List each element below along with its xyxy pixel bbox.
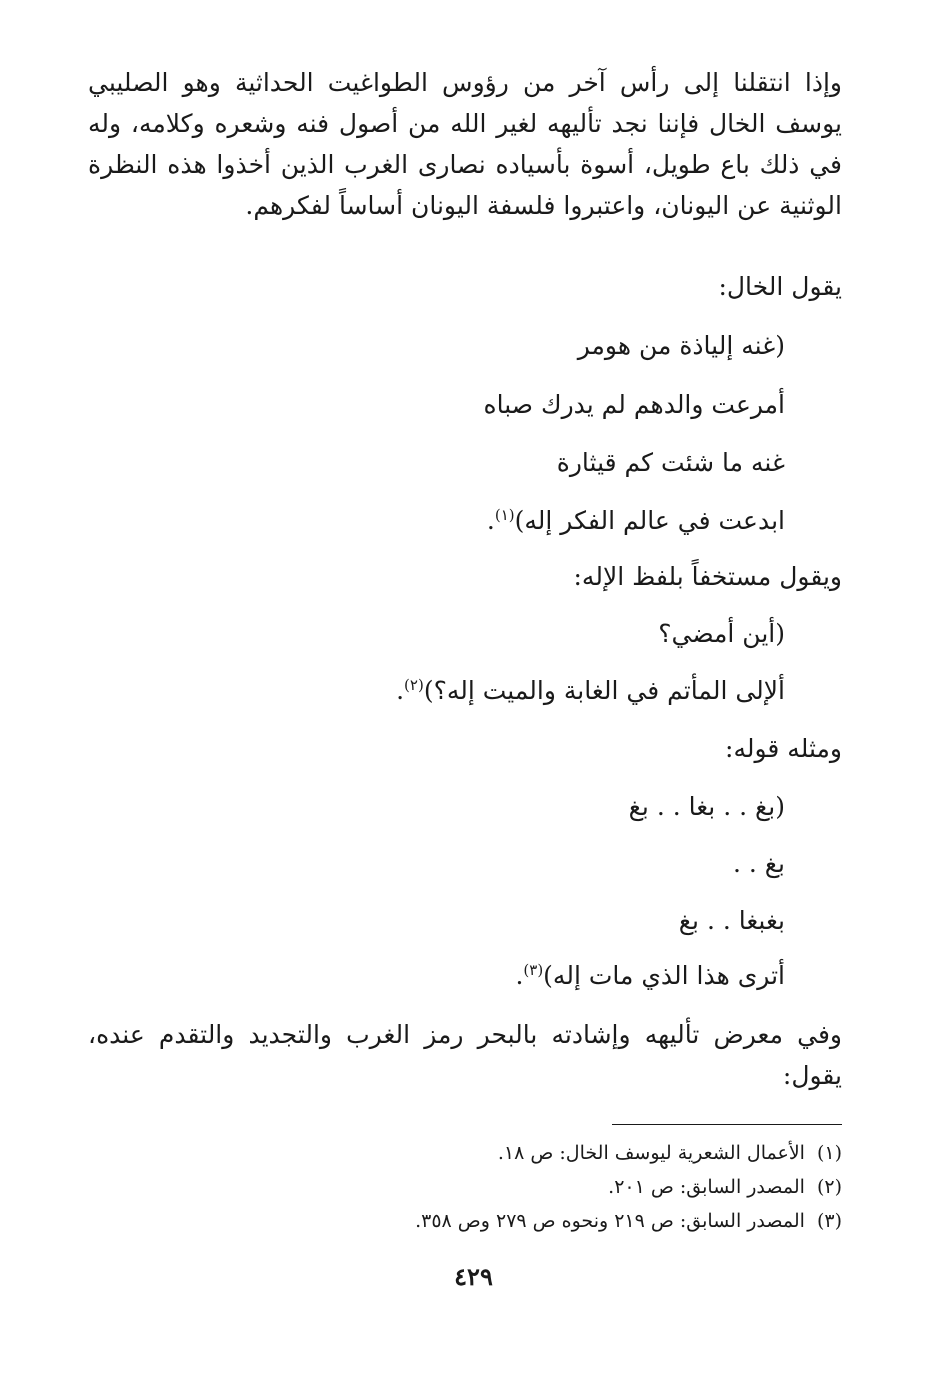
poem-2-line-1: (أين أمضي؟ [658,619,785,648]
poem-3-end-mark: . [515,961,524,990]
poem-3-line-4-text: أترى هذا الذي مات إله) [543,961,785,990]
intro-line-2: ويقول مستخفاً بلفظ الإله: [573,562,842,591]
footnote-3 [415,1206,842,1236]
footnote-ref-3: (٣) [523,961,544,979]
footnote-2 [608,1172,842,1202]
footnote-3-number: (٣) [816,1210,842,1232]
footnote-1 [498,1138,842,1168]
poem-1-line-1: (غنه إلياذة من هومر [577,331,785,360]
poem-3-line-4 [515,955,785,996]
footnote-ref-1: (١) [494,506,515,524]
poem-1-line-4-text: ابدعت في عالم الفكر إله) [514,506,785,535]
opening-paragraph: وإذا انتقلنا إلى رأس آخر من رؤوس الطواغيت الحداثية وهو الصليبي يوسف الخال فإننا نجد تأليهه لغير الله من أصول فنه وشعره وكلامه، وله في ذلك باع طويل، أسوة بأسياده نصارى الغرب الذين أخذوا هذه النظرة الوثنية عن اليونان، واعتبروا فلسفة اليونان أساساً لفكرهم. [88,68,842,220]
page-number: ٤٢٩ [454,1262,493,1291]
intro-line-1: يقول الخال: [718,272,842,301]
footnote-2-number: (٢) [816,1176,842,1198]
footnote-1-text: الأعمال الشعرية ليوسف الخال: ص ١٨. [497,1142,805,1164]
footnote-1-number: (١) [816,1142,842,1164]
poem-3-line-2: بغ . . [732,849,785,878]
closing-paragraph: وفي معرض تأليهه وإشادته بالبحر رمز الغرب والتجديد والتقدم عنده، يقول: [88,1020,842,1090]
poem-1-line-2: أمرعت والدهم لم يدرك صباه [483,390,785,419]
footnote-2-text: المصدر السابق: ص ٢٠١. [608,1176,805,1198]
poem-1-line-4 [487,500,785,541]
poem-2-end-mark: . [396,676,405,705]
footnote-ref-2: (٢) [404,676,424,694]
footnote-3-text: المصدر السابق: ص ٢١٩ ونحوه ص ٢٧٩ وص ٣٥٨. [415,1210,805,1232]
poem-3-line-3: بغبغا . . بغ [678,906,785,935]
footnote-separator [612,1124,842,1125]
poem-1-end-mark: . [486,506,495,535]
poem-1-line-3: غنه ما شئت كم قيثارة [556,448,785,477]
poem-3-line-1: (بغ . . بغا . . بغ [628,792,785,821]
poem-2-line-2-text: ألإلى المأتم في الغابة والميت إله؟) [423,676,785,705]
poem-2-line-2 [396,670,785,711]
intro-line-3: ومثله قوله: [725,734,842,763]
